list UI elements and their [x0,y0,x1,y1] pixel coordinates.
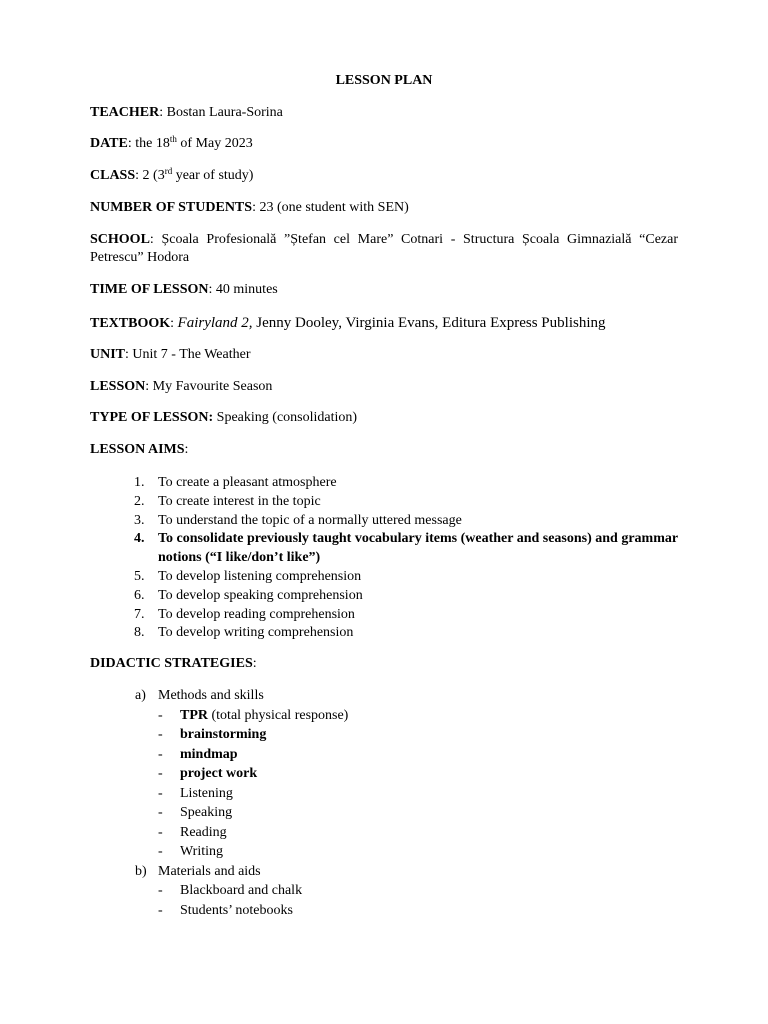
material-item [90,881,678,901]
aim-item [90,493,678,512]
method-item [90,706,678,726]
method-item [90,842,678,862]
aim-text: To create a pleasant atmosphere [158,475,337,490]
material-item [90,901,678,921]
method-bold: project work [180,766,258,781]
aim-item [90,530,678,568]
school-line [90,231,678,267]
class-value-post: year of study) [172,168,254,183]
method-item [90,823,678,843]
aim-number: 3. [134,512,145,528]
school-value: : Școala Profesională ”Ștefan cel Mare” Cotnari - Structura Școala Gimnazială “Cezar Petrescu” Hodora [90,232,678,265]
textbook-colon: : [170,316,178,331]
method-item [90,764,678,784]
lesson-value: : My Favourite Season [145,379,273,394]
dash-marker: - [158,707,163,723]
date-value-sup: th [169,134,177,144]
aims-heading-colon: : [184,442,189,457]
aim-text: To develop speaking comprehension [158,587,363,603]
type-value: Speaking (consolidation) [213,410,358,425]
aim-number: 2. [134,493,145,509]
materials-number: b) [135,863,147,879]
method-text: Writing [180,844,223,859]
materials-header [90,862,678,882]
aim-item [90,568,678,587]
strategies-heading-line [90,655,678,673]
aim-text: To develop writing comprehension [158,625,354,641]
aim-item [90,606,678,625]
dash-marker: - [158,805,163,820]
materials-label: Materials and aids [158,863,261,879]
dash-marker: - [158,766,163,781]
textbook-title: Fairyland 2, [177,315,253,331]
dash-marker: - [158,824,163,840]
class-line [90,167,678,185]
aim-number: 1. [134,475,145,490]
time-value: : 40 minutes [208,282,278,297]
methods-label: Methods and skills [158,688,264,703]
teacher-value: : Bostan Laura-Sorina [159,105,283,120]
type-line [90,409,678,427]
aim-text: To develop reading comprehension [158,606,355,622]
textbook-details: Jenny Dooley, Virginia Evans, Editura Express Publishing [252,315,606,331]
strategies-heading: DIDACTIC STRATEGIES [90,656,253,671]
unit-line [90,346,678,364]
methods-header [90,686,678,706]
method-item [90,725,678,745]
aim-item [90,512,678,531]
strategies-list [90,686,678,920]
type-label: TYPE OF LESSON: [90,410,214,425]
dash-marker: - [158,844,163,859]
dash-marker: - [158,727,163,742]
class-value-sup: rd [164,166,173,176]
method-item [90,784,678,804]
dash-marker: - [158,746,163,762]
students-label: NUMBER OF STUDENTS [90,200,253,215]
aim-text: To create interest in the topic [158,493,321,509]
aims-heading: LESSON AIMS [90,442,185,457]
method-text: Listening [180,785,233,801]
class-label: CLASS [90,168,136,183]
method-bold: brainstorming [180,727,267,742]
dash-marker: - [158,883,163,898]
method-text: (total physical response) [208,707,349,723]
date-value-post: of May 2023 [176,136,253,151]
time-line [90,281,678,299]
unit-value: : Unit 7 - The Weather [125,347,251,362]
teacher-line [90,104,678,122]
dash-marker: - [158,902,163,918]
method-item [90,803,678,823]
aim-text: To develop listening comprehension [158,568,362,584]
aims-list [90,474,678,643]
material-text: Students’ notebooks [180,902,293,918]
strategies-heading-colon: : [252,656,257,671]
aim-number: 5. [134,568,145,584]
materials-list [90,881,678,920]
aim-number: 7. [134,606,145,622]
students-value: : 23 (one student with SEN) [252,200,409,215]
lesson-line [90,378,678,396]
class-value-pre: : 2 (3 [135,168,165,183]
date-value-pre: : the 18 [127,136,170,151]
textbook-line [90,314,678,333]
document-title: LESSON PLAN [335,73,433,88]
school-label: SCHOOL [90,232,150,247]
method-bold: mindmap [180,746,238,762]
aim-item [90,587,678,606]
aim-item [90,474,678,493]
aim-number: 6. [134,587,145,603]
aim-text: To understand the topic of a normally uttered message [158,512,462,528]
material-text: Blackboard and chalk [180,883,303,898]
methods-list [90,706,678,862]
unit-label: UNIT [90,347,126,362]
aims-heading-line [90,441,678,459]
textbook-label: TEXTBOOK [90,316,171,331]
method-text: Speaking [180,805,233,820]
lesson-label: LESSON [90,379,146,394]
aim-number: 4. [134,531,145,547]
method-text: Reading [180,824,227,840]
students-line [90,199,678,217]
method-bold: TPR [180,707,208,723]
date-line [90,135,678,153]
time-label: TIME OF LESSON [90,282,209,297]
teacher-label: TEACHER [90,105,160,120]
date-label: DATE [90,136,128,151]
aim-number: 8. [134,625,145,641]
method-item [90,745,678,765]
aim-item [90,624,678,643]
dash-marker: - [158,785,163,801]
aim-text: To consolidate previously taught vocabulary items (weather and seasons) and grammar notions (“I like/don’t like”) [158,531,678,566]
methods-number: a) [135,688,146,703]
